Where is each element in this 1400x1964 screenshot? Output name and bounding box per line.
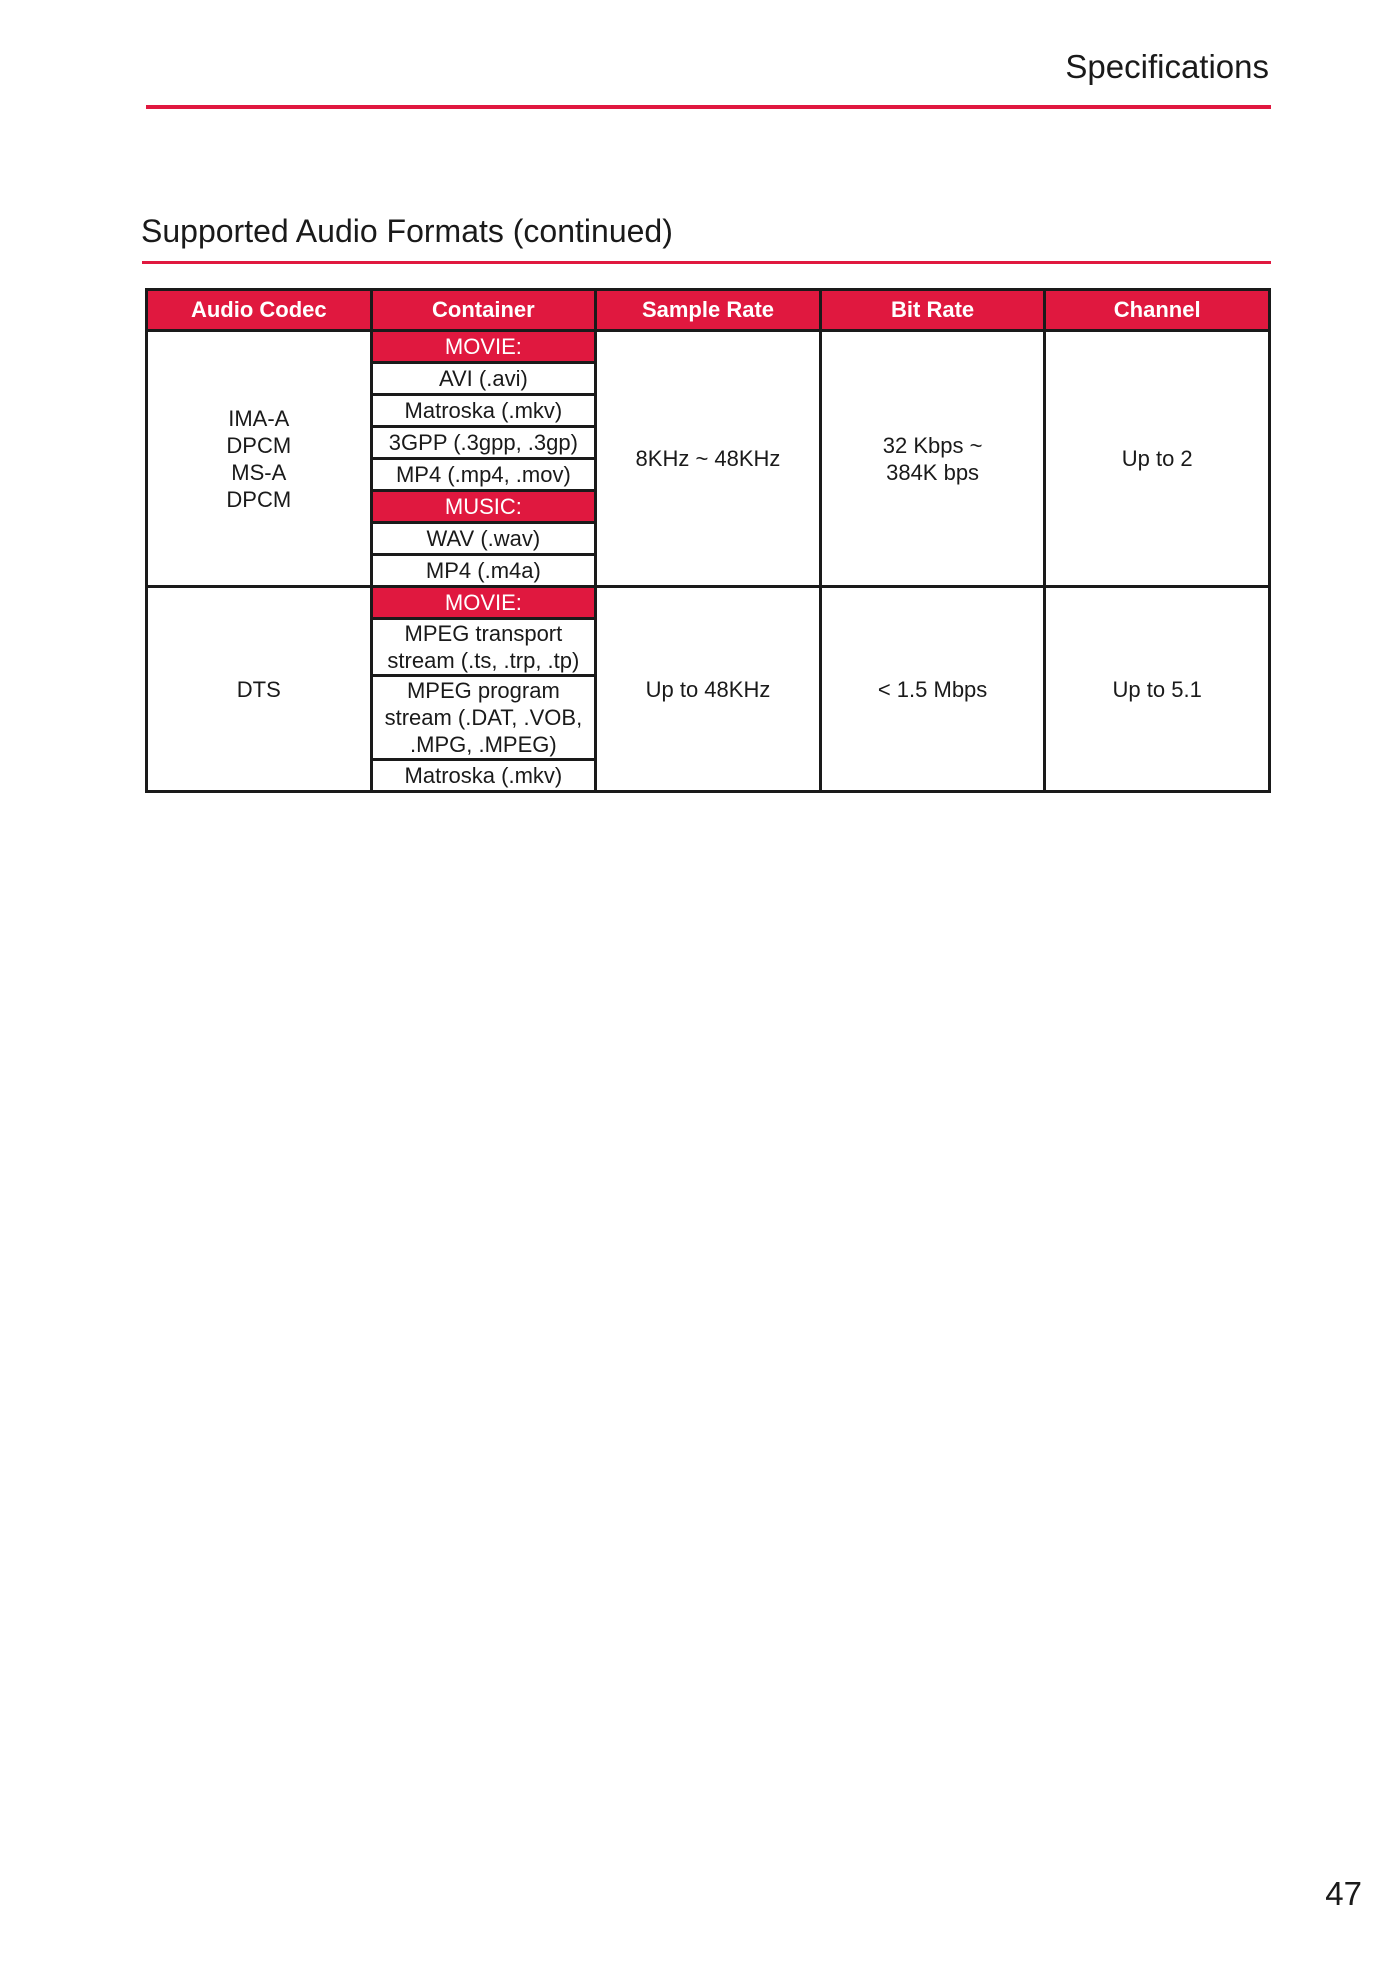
header-rule <box>146 105 1271 109</box>
column-header-bit-rate: Bit Rate <box>820 290 1045 331</box>
container-cell: Matroska (.mkv) <box>371 760 596 792</box>
container-cell: AVI (.avi) <box>371 363 596 395</box>
container-category: MUSIC: <box>371 491 596 523</box>
channel-cell: Up to 2 <box>1045 331 1270 587</box>
title-rule <box>142 261 1271 264</box>
container-category: MOVIE: <box>371 331 596 363</box>
sample-rate-cell: 8KHz ~ 48KHz <box>596 331 821 587</box>
container-cell: 3GPP (.3gpp, .3gp) <box>371 427 596 459</box>
container-cell: MPEG program stream (.DAT, .VOB, .MPG, .MPEG) <box>371 676 596 760</box>
table-row <box>147 331 1270 363</box>
bit-rate-cell: < 1.5 Mbps <box>820 587 1045 792</box>
container-cell: MP4 (.mp4, .mov) <box>371 459 596 491</box>
section-title: Supported Audio Formats (continued) <box>141 213 673 249</box>
running-header: Specifications <box>1065 48 1269 85</box>
codec-cell: DTS <box>147 587 372 792</box>
container-cell: WAV (.wav) <box>371 523 596 555</box>
sample-rate-cell: Up to 48KHz <box>596 587 821 792</box>
container-category: MOVIE: <box>371 587 596 619</box>
audio-formats-table <box>145 288 1271 793</box>
channel-cell: Up to 5.1 <box>1045 587 1270 792</box>
container-cell: MPEG transport stream (.ts, .trp, .tp) <box>371 619 596 676</box>
table-row <box>147 587 1270 619</box>
column-header-channel: Channel <box>1045 290 1270 331</box>
header-row <box>147 290 1270 331</box>
codec-cell: IMA-A DPCM MS-A DPCM <box>147 331 372 587</box>
column-header-codec: Audio Codec <box>147 290 372 331</box>
column-header-sample-rate: Sample Rate <box>596 290 821 331</box>
column-header-container: Container <box>371 290 596 331</box>
page-number: 47 <box>1325 1875 1362 1912</box>
container-cell: MP4 (.m4a) <box>371 555 596 587</box>
container-cell: Matroska (.mkv) <box>371 395 596 427</box>
bit-rate-cell: 32 Kbps ~ 384K bps <box>820 331 1045 587</box>
